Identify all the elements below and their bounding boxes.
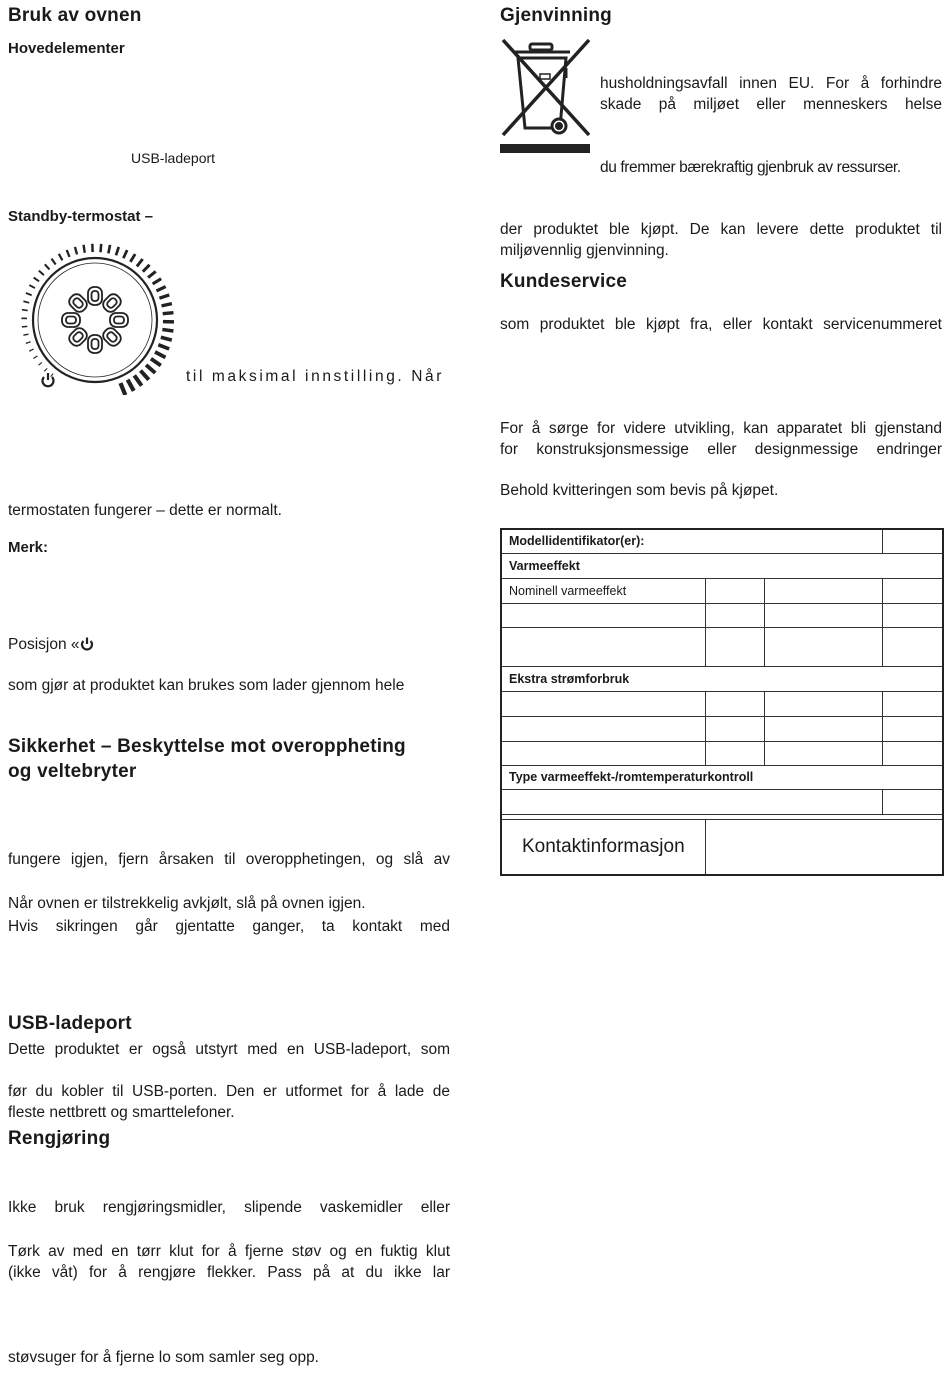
dial-tick bbox=[151, 359, 161, 366]
dial-tick bbox=[108, 245, 110, 253]
dial-tick bbox=[67, 250, 70, 257]
usb-port-label: USB-ladeport bbox=[131, 150, 216, 166]
service-text-1: som produktet ble kjøpt fra, eller kontakt servicenummeret bbox=[500, 316, 942, 333]
safety-text-1: fungere igjen, fjern årsaken til overopphetingen, og slå av bbox=[8, 851, 450, 868]
dial-tick bbox=[146, 365, 155, 373]
table-row bbox=[501, 603, 943, 627]
usb-heading: USB-ladeport bbox=[8, 1013, 132, 1034]
dial-tick bbox=[101, 244, 102, 252]
dial-tick bbox=[123, 250, 127, 258]
dial-tick bbox=[52, 259, 56, 265]
dial-caption: til maksimal innstilling. Når bbox=[186, 368, 445, 385]
section-title-bruk: Bruk av ovnen bbox=[8, 5, 142, 26]
thermostat-text: termostaten fungerer – dette er normalt. bbox=[8, 502, 282, 519]
table-cell bbox=[882, 529, 943, 553]
dial-tick bbox=[116, 247, 119, 255]
safety-heading-1: Sikkerhet – Beskyttelse mot overoppheting bbox=[8, 736, 406, 757]
dial-tick bbox=[155, 352, 165, 358]
dial-tick bbox=[143, 265, 150, 272]
dial-tick bbox=[156, 287, 165, 291]
dial-tick bbox=[34, 278, 39, 282]
development-text-2: for konstruksjonsmessige eller designmessige endringer bbox=[500, 441, 942, 458]
dial-tick bbox=[162, 304, 172, 306]
table-row bbox=[501, 553, 943, 578]
dial-tick bbox=[161, 337, 172, 340]
table-row bbox=[501, 692, 943, 716]
thermostat-dial-icon bbox=[10, 240, 185, 395]
table-row bbox=[501, 578, 943, 603]
dial-grip bbox=[62, 313, 80, 327]
dial-tick bbox=[29, 349, 33, 351]
recycling-heading: Gjenvinning bbox=[500, 5, 612, 26]
dial-tick bbox=[130, 254, 135, 262]
safety-text-3: Hvis sikringen går gjentatte ganger, ta kontakt med bbox=[8, 918, 450, 935]
table-row bbox=[501, 765, 943, 789]
dial-tick bbox=[153, 279, 161, 284]
usb-text-2: før du kobler til USB-porten. Den er utformet for å lade de bbox=[8, 1083, 450, 1100]
dial-tick bbox=[22, 326, 27, 327]
recycle-text-1: husholdningsavfall innen EU. For å forhindre bbox=[600, 75, 942, 92]
recycle-text-4: der produktet ble kjøpt. De kan levere dette produktet til bbox=[500, 221, 942, 238]
position-text bbox=[8, 636, 94, 654]
table-row bbox=[501, 667, 943, 692]
dial-tick bbox=[148, 271, 156, 277]
model-identifier-label: Modellidentifikator(er): bbox=[501, 529, 882, 553]
cleaning-text-2: Tørk av med en tørr klut for å fjerne støv og en fuktig klut bbox=[8, 1243, 450, 1260]
usb-text-1: Dette produktet er også utstyrt med en USB-ladeport, som bbox=[8, 1041, 450, 1058]
recycle-text-2: skade på miljøet eller menneskers helse bbox=[600, 96, 942, 113]
nominal-heat-output-label: Nominell varmeeffekt bbox=[501, 578, 705, 603]
safety-heading-2: og veltebryter bbox=[8, 761, 137, 782]
dial-tick bbox=[159, 295, 169, 298]
dial-tick bbox=[51, 374, 53, 377]
dial-tick bbox=[38, 362, 41, 365]
charger-text: som gjør at produktet kan brukes som lader gjennom hele bbox=[8, 677, 405, 694]
standby-heading: Standby-termostat – bbox=[8, 208, 154, 225]
dial-tick bbox=[128, 380, 134, 391]
subheading-hovedelementer: Hovedelementer bbox=[8, 40, 125, 57]
dial-grip bbox=[110, 313, 128, 327]
dial-tick bbox=[59, 254, 63, 260]
dial-tick bbox=[141, 371, 149, 380]
contact-info-label: Kontaktinformasjon bbox=[501, 820, 705, 875]
cleaning-text-4: støvsuger for å fjerne lo som samler seg opp. bbox=[8, 1349, 319, 1366]
dial-tick bbox=[45, 264, 50, 269]
dial-tick bbox=[75, 247, 77, 255]
dial-tick bbox=[33, 356, 37, 358]
cleaning-text-3: (ikke våt) for å rengjøre flekker. Pass på at du ikke lar bbox=[8, 1264, 450, 1281]
dial-tick bbox=[23, 334, 28, 335]
dial-tick bbox=[134, 375, 141, 385]
table-row bbox=[501, 716, 943, 741]
cleaning-text-1: Ikke bruk rengjøringsmidler, slipende vaskemidler eller bbox=[8, 1199, 450, 1216]
dial-tick bbox=[158, 345, 169, 349]
cleaning-heading: Rengjøring bbox=[8, 1128, 111, 1149]
note-label: Merk: bbox=[8, 539, 49, 556]
crossed-out-wheelie-bin-icon bbox=[500, 38, 592, 154]
dial-tick bbox=[120, 383, 125, 395]
dial-tick bbox=[26, 293, 32, 295]
dial-tick bbox=[163, 313, 174, 314]
dial-tick bbox=[137, 259, 143, 266]
usb-text-3: fleste nettbrett og smarttelefoner. bbox=[8, 1104, 235, 1121]
table-row bbox=[501, 529, 943, 553]
development-text-1: For å sørge for videre utvikling, kan apparatet bli gjenstand bbox=[500, 420, 942, 437]
position-label: Posisjon « bbox=[8, 636, 80, 653]
dial-tick bbox=[44, 368, 47, 371]
recycle-text-5: miljøvennlig gjenvinning. bbox=[500, 242, 669, 259]
dial-tick bbox=[39, 271, 44, 275]
recycle-text-3: du fremmer bærekraftig gjenbruk av ressurser. bbox=[600, 159, 901, 176]
heat-output-label: Varmeeffekt bbox=[501, 553, 943, 578]
table-row bbox=[501, 628, 943, 667]
dial-grip bbox=[88, 287, 102, 305]
dial-tick bbox=[22, 310, 28, 311]
extra-power-label: Ekstra strømforbruk bbox=[501, 667, 943, 692]
dial-tick bbox=[26, 342, 31, 344]
dial-tick bbox=[84, 245, 85, 253]
dial-tick bbox=[162, 329, 173, 331]
safety-text-2: Når ovnen er tilstrekkelig avkjølt, slå på ovnen igjen. bbox=[8, 895, 366, 912]
table-row bbox=[501, 741, 943, 765]
dial-tick bbox=[23, 301, 29, 303]
receipt-text: Behold kvitteringen som bevis på kjøpet. bbox=[500, 482, 779, 499]
customer-service-heading: Kundeservice bbox=[500, 271, 628, 292]
product-spec-table bbox=[500, 528, 944, 876]
control-type-label: Type varmeeffekt-/romtemperaturkontroll bbox=[501, 765, 943, 789]
dial-grip bbox=[88, 335, 102, 353]
dial-tick bbox=[29, 285, 35, 288]
power-icon bbox=[80, 637, 94, 651]
table-row bbox=[501, 820, 943, 875]
table-row bbox=[501, 789, 943, 814]
